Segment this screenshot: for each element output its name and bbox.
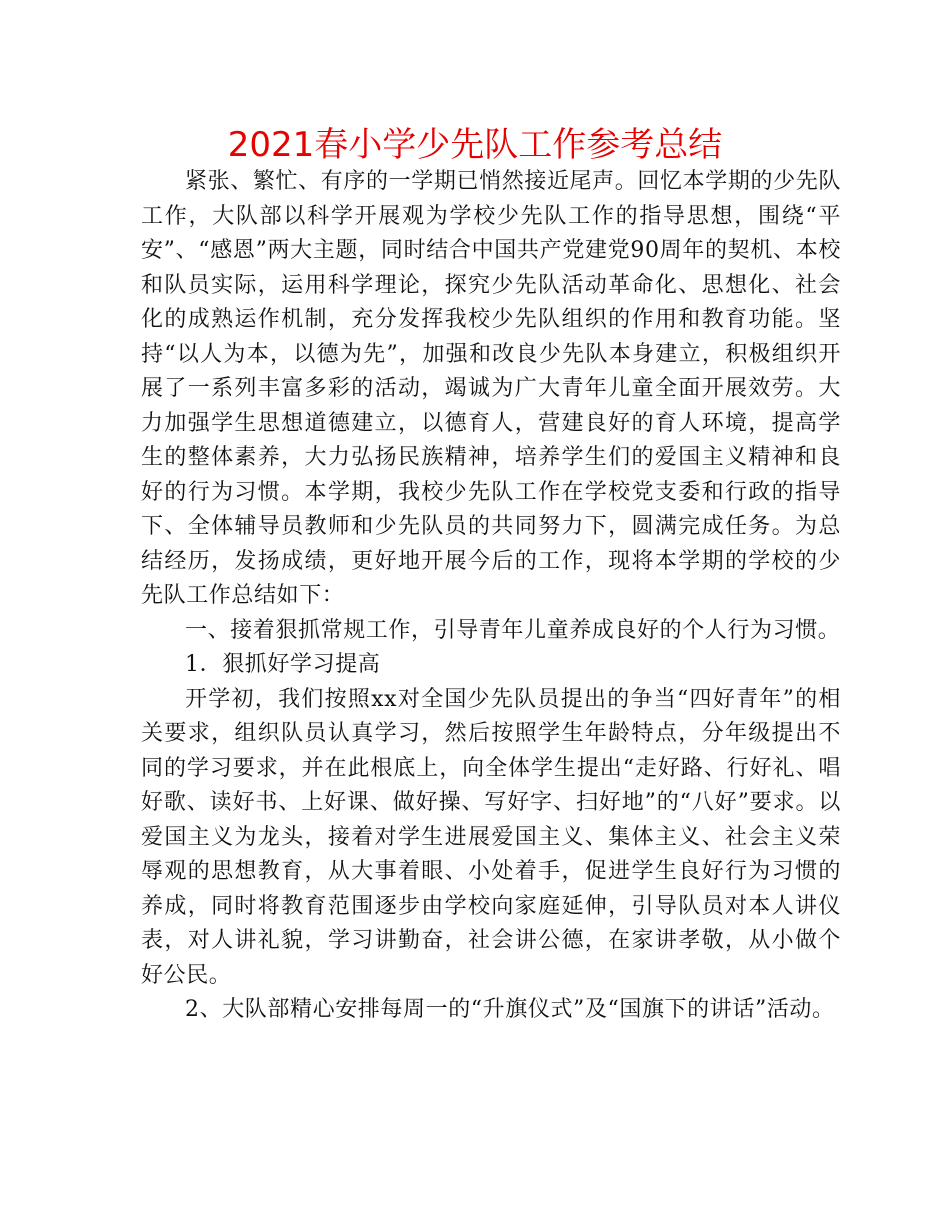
paragraph-intro: 紧张、繁忙、有序的一学期已悄然接近尾声。回忆本学期的少先队工作，大队部以科学开展观为学校少先队工作的指导思想，围绕“平安”、“感恩”两大主题，同时结合中国共产党建党90周年的契机、本校和队员实际，运用科学理论，探究少先队活动革命化、思想化、社会化的成熟运作机制，充分发挥我校少先队组织的作用和教育功能。坚持“以人为本，以德为先”，加强和改良少先队本身建立，积极组织开展了一系列丰富多彩的活动，竭诚为广大青年儿童全面开展效劳。大力加强学生思想道德建立，以德育人，营建良好的育人环境，提高学生的整体素养，大力弘扬民族精神，培养学生们的爱国主义精神和良好的行为习惯。本学期，我校少先队工作在学校党支委和行政的指导下、全体辅导员教师和少先队员的共同努力下，圆满完成任务。为总结经历，发扬成绩，更好地开展今后的工作，现将本学期的学校的少先队工作总结如下： (141, 169, 841, 608)
section-heading-1: 一、接着狠抓常规工作，引导青年儿童养成良好的个人行为习惯。 (185, 617, 841, 643)
paragraph-flag-ceremony: 2、大队部精心安排每周一的“升旗仪式”及“国旗下的讲话”活动。 (185, 997, 835, 1022)
subheading-1: 1．狠抓好学习提高 (185, 652, 381, 677)
document-body (141, 165, 841, 1028)
document-title: 2021春小学少先队工作参考总结 (227, 125, 723, 165)
paragraph-study: 开学初，我们按照xx对全国少先队员提出的争当“四好青年”的相关要求，组织队员认真学习，然后按照学生年龄特点，分年级提出不同的学习要求，并在此根底上，向全体学生提出“走好路、行好礼、唱好歌、读好书、上好课、做好操、写好字、扫好地”的“八好”要求。以爱国主义为龙头，接着对学生进展爱国主义、集体主义、社会主义荣辱观的思想教育，从大事着眼、小处着手，促进学生良好行为习惯的养成，同时将教育范围逐步由学校向家庭延伸，引导队员对本人讲仪表，对人讲礼貌，学习讲勤奋，社会讲公德，在家讲孝敬，从小做个好公民。 (141, 686, 841, 988)
